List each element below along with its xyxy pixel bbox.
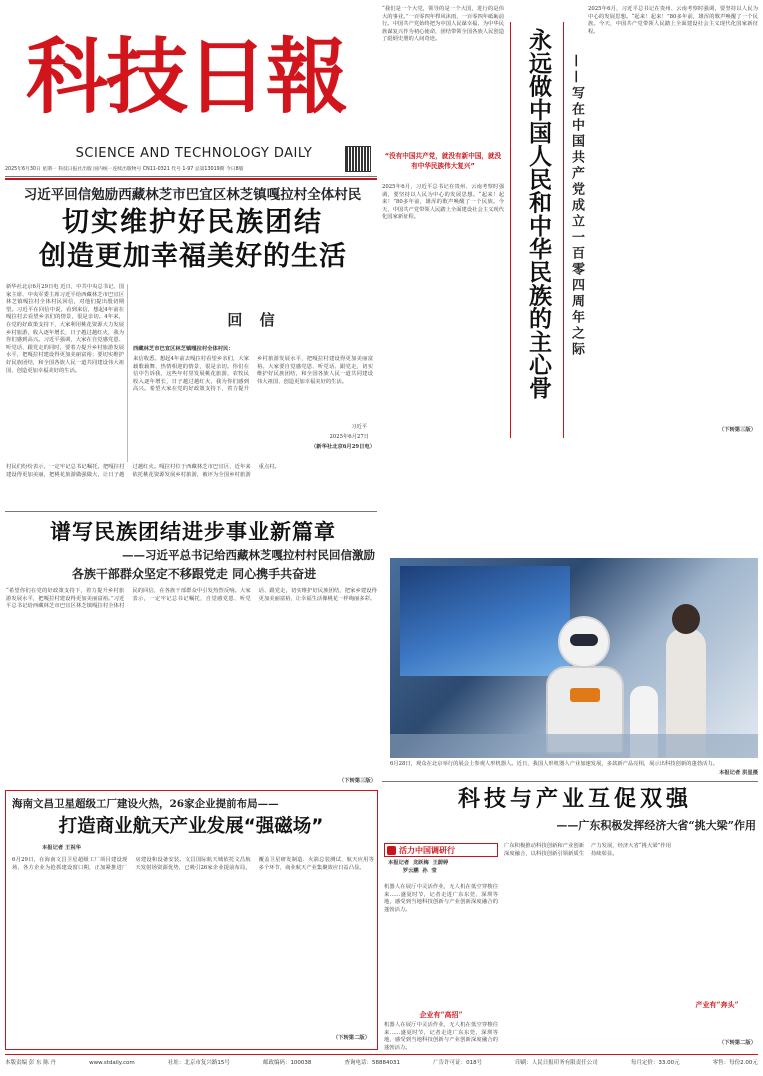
dateline: 2025年6月30日 星期一 科技日报社出版 国内统一连续出版物号 CN11-0321 代号 1-97 总第13019期 今日8版 xyxy=(5,167,244,172)
vertical-feature-col-right: 2025年6月，习近平总书记在贵州、云南考察时强调，要坚持以人民为中心的发展思想。“起来！起来！”80多年前，雄浑的歌声唤醒了一个民族。今天，中国共产党带领人民踏上全面建设社会主义现代化国家新征程。 xyxy=(588,6,758,35)
footer-phone: 查询电话：58884031 xyxy=(344,1060,401,1066)
footer-annual: 每月定价：33.00元 xyxy=(630,1060,680,1066)
footer-printer: 印刷：人民日报印务有限责任公司 xyxy=(515,1060,598,1066)
footer-price: 零售：每份2.00元 xyxy=(712,1060,758,1066)
footer-address: 社址：北京市复兴路15号 xyxy=(167,1060,230,1066)
vertical-feature-col-left-2: 2025年6月，习近平总书记在贵州、云南考察时强调，要坚持以人民为中心的发展思想。“起来！起来！”80多年前，雄浑的歌声唤醒了一个民族。今天，中国共产党带领人民踏上全面建设社会主义现代化国家新征程。 xyxy=(382,184,504,221)
guangdong-subhead: 产业有“奔头” xyxy=(695,1000,739,1009)
hainan-headline-top: 海南文昌卫星超级工厂建设火热，26家企业提前布局—— xyxy=(12,798,279,810)
visit-subhead: 企业有“高招” xyxy=(419,1010,463,1019)
footer-post: 广告许可证：018号 xyxy=(433,1060,483,1066)
vertical-title: 永远做中国人民和中华民族的主心骨 xyxy=(525,28,551,400)
hainan-headline: 打造商业航天产业发展“强磁场” xyxy=(58,816,324,837)
feature-subline-2: 各族干部群众坚定不移跟党走 同心携手共奋进 xyxy=(71,567,317,581)
photo-robot-eye xyxy=(570,634,598,646)
guangdong-body: 广东积极推动科技创新和产业创新深度融合，以科技创新引领新质生产力发展，经济大省“挑大梁”作用持续彰显。 xyxy=(504,843,671,857)
photo-screen xyxy=(400,566,570,676)
vertical-title-frame xyxy=(510,22,564,438)
lead-kicker: 习近平回信勉励西藏林芝市巴宜区林芝镇嘎拉村全体村民 xyxy=(23,187,362,203)
masthead-english: SCIENCE AND TECHNOLOGY DAILY xyxy=(75,146,313,161)
quote-head: “没有中国共产党，就没有新中国，就没有中华民族伟大复兴” xyxy=(384,152,502,170)
qr-code xyxy=(346,147,370,171)
masthead xyxy=(0,0,380,180)
guangdong-headline: 科技与产业互促双强 xyxy=(457,787,692,812)
hainan-box xyxy=(5,790,378,1050)
vertical-subtitle: ——写在中国共产党成立一百零四周年之际 xyxy=(569,54,584,358)
guangdong-subline: ——广东积极发挥经济大省“挑大梁”作用 xyxy=(556,819,756,832)
letter-box xyxy=(131,284,377,462)
letter-source: （新华社北京6月29日电） xyxy=(310,444,375,450)
feature-subline: ——习近平总书记给西藏林芝嘎拉村村民回信激励 xyxy=(122,548,375,562)
letter-salutation: 西藏林芝市巴宜区林芝镇嘎拉村全体村民： xyxy=(133,346,234,352)
robot-photo xyxy=(390,558,758,758)
feature-headline: 谱写民族团结进步事业新篇章 xyxy=(50,520,336,544)
footer-rule xyxy=(5,1054,758,1055)
letter-body: 来信收悉。想起4年前去嘎拉村看望乡亲们，大家载歌载舞、热情相迎的情景，很是亲切。你们在信中告诉我，这些年村里发展桃花旅游，农牧民收入逐年增长，日子越过越红火，我为你们感到高兴。希望大家在党的好政策支持下，着力提升乡村旅游发展水平，把嘎拉村建设得更加美丽富裕。大家要自觉感党恩、听党话、跟党走，切实维护好民族团结，和全国各族人民一道共同建设伟大祖国、创造更加幸福美好的生活。 xyxy=(133,356,373,393)
letter-sign: 习近平 xyxy=(351,424,367,430)
hainan-continue: （下转第二版） xyxy=(332,1035,370,1041)
lead-body: 新华社北京6月29日电 近日，中共中央总书记、国家主席、中央军委主席习近平给西藏林芝市巴宜区林芝镇嘎拉村全体村民回信，对他们提出殷切期望。习近平在回信中说，看到来信，想起4年前在嘎拉村去看望乡亲们的情景，很是亲切。4年来，在党的好政策支持下，大家利用桃花资源大力发展乡村旅游，收入逐年增长，日子越过越红火，我为你们感到高兴。习近平强调，大家在自觉感党恩、听党话、跟党走的同时，要着力提升乡村旅游发展水平，把嘎拉村建设得更加美丽富裕；要切实维护好民族团结，和全国各族人民一道共同建设伟大祖国、创造更加幸福美好的生活。 xyxy=(6,284,124,374)
masthead-rule xyxy=(5,176,377,177)
photo-visitor-head xyxy=(672,604,700,634)
letter-date: 2025年6月27日 xyxy=(329,434,369,440)
visit-badge-label: 活力中国调研行 xyxy=(399,846,455,855)
footer-site[interactable]: www.stdaily.com xyxy=(89,1060,135,1066)
visit-body-2: 机器人在展厅中灵活作业，无人机在低空穿梭往来……盛夏时节，记者走进广东东莞、深圳等地，感受到当地科技创新与产业创新深度融合的蓬勃活力。 xyxy=(384,1022,498,1051)
photo-caption: 6月28日，观众在北京举行的展会上参观人形机器人。近日，我国人形机器人产业加速发展，多款新产品亮相，展示出科技创新的蓬勃活力。 xyxy=(390,761,718,767)
footer-postcode: 邮政编码：100038 xyxy=(262,1060,312,1066)
hainan-byline: 本报记者 王祝华 xyxy=(42,845,81,851)
masthead-rule-red xyxy=(5,178,377,180)
masthead-title: 科技日報 xyxy=(26,29,347,125)
visit-badge xyxy=(384,843,498,857)
letter-title: 回 信 xyxy=(227,311,281,329)
footer xyxy=(5,1057,758,1069)
photo-credit: 本报记者 洪星摄 xyxy=(719,770,758,776)
feature-body: “希望你们在党的好政策支持下，着力提升乡村旅游发展水平，把嘎拉村建设得更加美丽富裕。”习近平总书记给西藏林芝市巴宜区林芝镇嘎拉村全体村民的回信，在各族干部群众中引发热烈反响。大家表示，一定牢记总书记嘱托，自觉感党恩、听党话、跟党走，切实维护好民族团结，把家乡建设得更加美丽富裕，让幸福生活像桃花一样绚丽多彩。 xyxy=(6,588,377,610)
footer-editor: 本版责编 彭 东 陈 丹 xyxy=(5,1060,56,1066)
photo-floor xyxy=(390,734,758,758)
visit-byline: 本报记者 龙跃梅 王蔚婷 罗云鹏 孙 莹 xyxy=(388,860,449,874)
guangdong-continue: （下转第二版） xyxy=(718,1040,756,1046)
lead-cont-body: 村民们纷纷表示，一定牢记总书记嘱托，把嘎拉村建设得更加美丽，把桃花旅游做强做大，让日子越过越红火。嘎拉村位于西藏林芝市巴宜区，近年来依托桃花资源发展乡村旅游，被评为全国乡村旅游重点村。 xyxy=(6,464,280,478)
visit-badge-icon xyxy=(387,846,396,855)
visit-body: 机器人在展厅中灵活作业，无人机在低空穿梭往来……盛夏时节，记者走进广东东莞、深圳等地，感受到当地科技创新与产业创新深度融合的蓬勃活力。 xyxy=(384,884,498,913)
lead-headline-1: 切实维护好民族团结 xyxy=(62,207,323,238)
hainan-body: 6月29日，在海南文昌卫星超级工厂项目建设现场，各方企业为抢抓建设窗口期，正加紧推进厂房建设和设备安装。文昌国际航天城依托文昌航天发射场资源优势，已吸引26家企业提前布局，覆盖卫星研发制造、火箭总装测试、航天应用等多个环节，商业航天产业集聚效应日益凸显。 xyxy=(12,857,374,871)
lead-headline-2: 创造更加幸福美好的生活 xyxy=(39,241,347,272)
vertical-feature-continue: （下转第三版） xyxy=(718,427,756,433)
vertical-feature-col-left: “我们是一个大党，领导的是一个大国，进行的是伟大的事业。”一百零四年栉风沐雨，一百零四年砥砺前行。中国共产党始终把为中国人民谋幸福、为中华民族谋复兴作为初心使命，团结带领全国各族人民创造了彪炳史册的人间奇迹。 xyxy=(382,6,504,43)
photo-robot-logo xyxy=(570,688,600,702)
feature-continue: （下转第三版） xyxy=(338,778,376,784)
